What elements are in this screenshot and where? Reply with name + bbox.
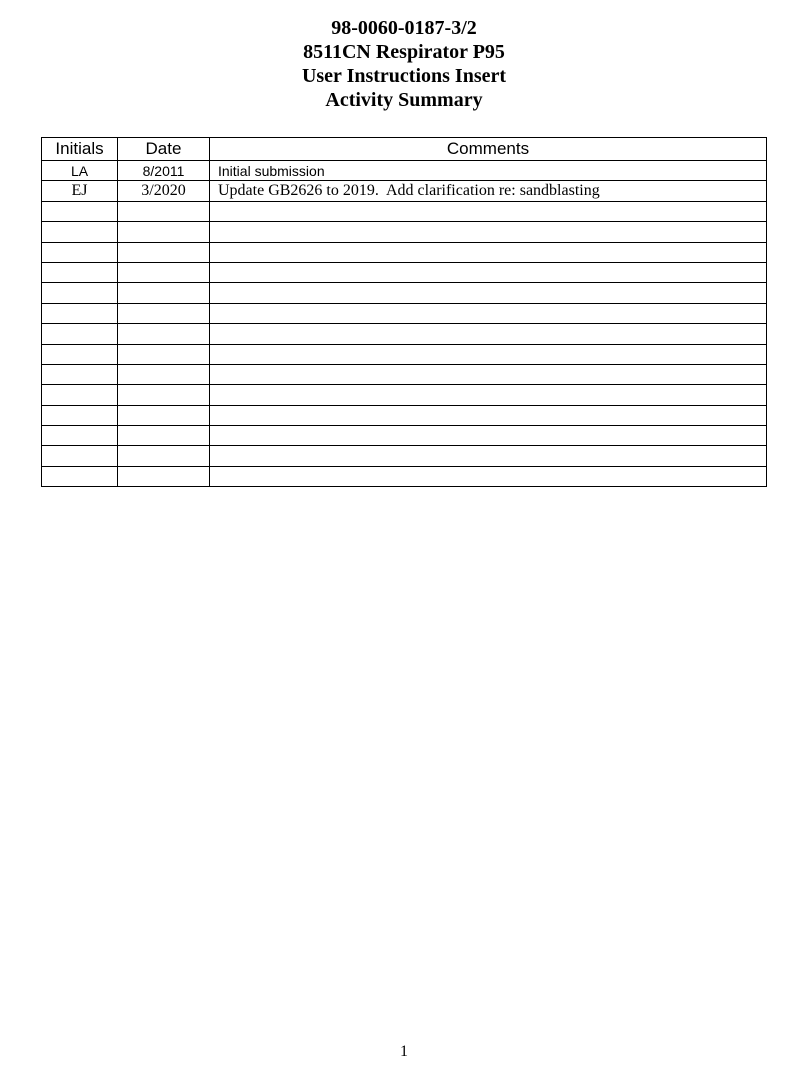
row-comments: Update GB2626 to 2019. Add clarification re: sandblasting — [210, 181, 767, 201]
row-initials: EJ — [42, 181, 118, 201]
empty-table-row — [42, 426, 767, 446]
section-title: Activity Summary — [325, 89, 483, 111]
empty-table-row — [42, 324, 767, 344]
row-date: 8/2011 — [118, 161, 210, 181]
table-row — [42, 161, 767, 181]
empty-table-row — [42, 405, 767, 425]
empty-table-row — [42, 446, 767, 466]
row-comments: Initial submission — [210, 161, 767, 181]
empty-table-row — [42, 466, 767, 486]
empty-table-row — [42, 222, 767, 242]
document-number: 98-0060-0187-3/2 — [331, 17, 477, 39]
column-header-comments: Comments — [210, 138, 767, 161]
activity-summary-table — [41, 137, 767, 487]
product-name: 8511CN Respirator P95 — [303, 41, 505, 63]
table-row — [42, 181, 767, 201]
document-title-block — [0, 16, 808, 112]
empty-table-row — [42, 262, 767, 282]
column-header-initials: Initials — [42, 138, 118, 161]
empty-table-row — [42, 283, 767, 303]
document-type: User Instructions Insert — [301, 65, 507, 87]
row-date: 3/2020 — [118, 181, 210, 201]
empty-table-row — [42, 344, 767, 364]
page-number: 1 — [400, 1043, 408, 1060]
empty-table-row — [42, 201, 767, 221]
row-initials: LA — [42, 161, 118, 181]
empty-table-row — [42, 303, 767, 323]
empty-table-row — [42, 364, 767, 384]
empty-table-row — [42, 242, 767, 262]
empty-table-row — [42, 385, 767, 405]
table-header-row — [42, 138, 767, 161]
column-header-date: Date — [118, 138, 210, 161]
